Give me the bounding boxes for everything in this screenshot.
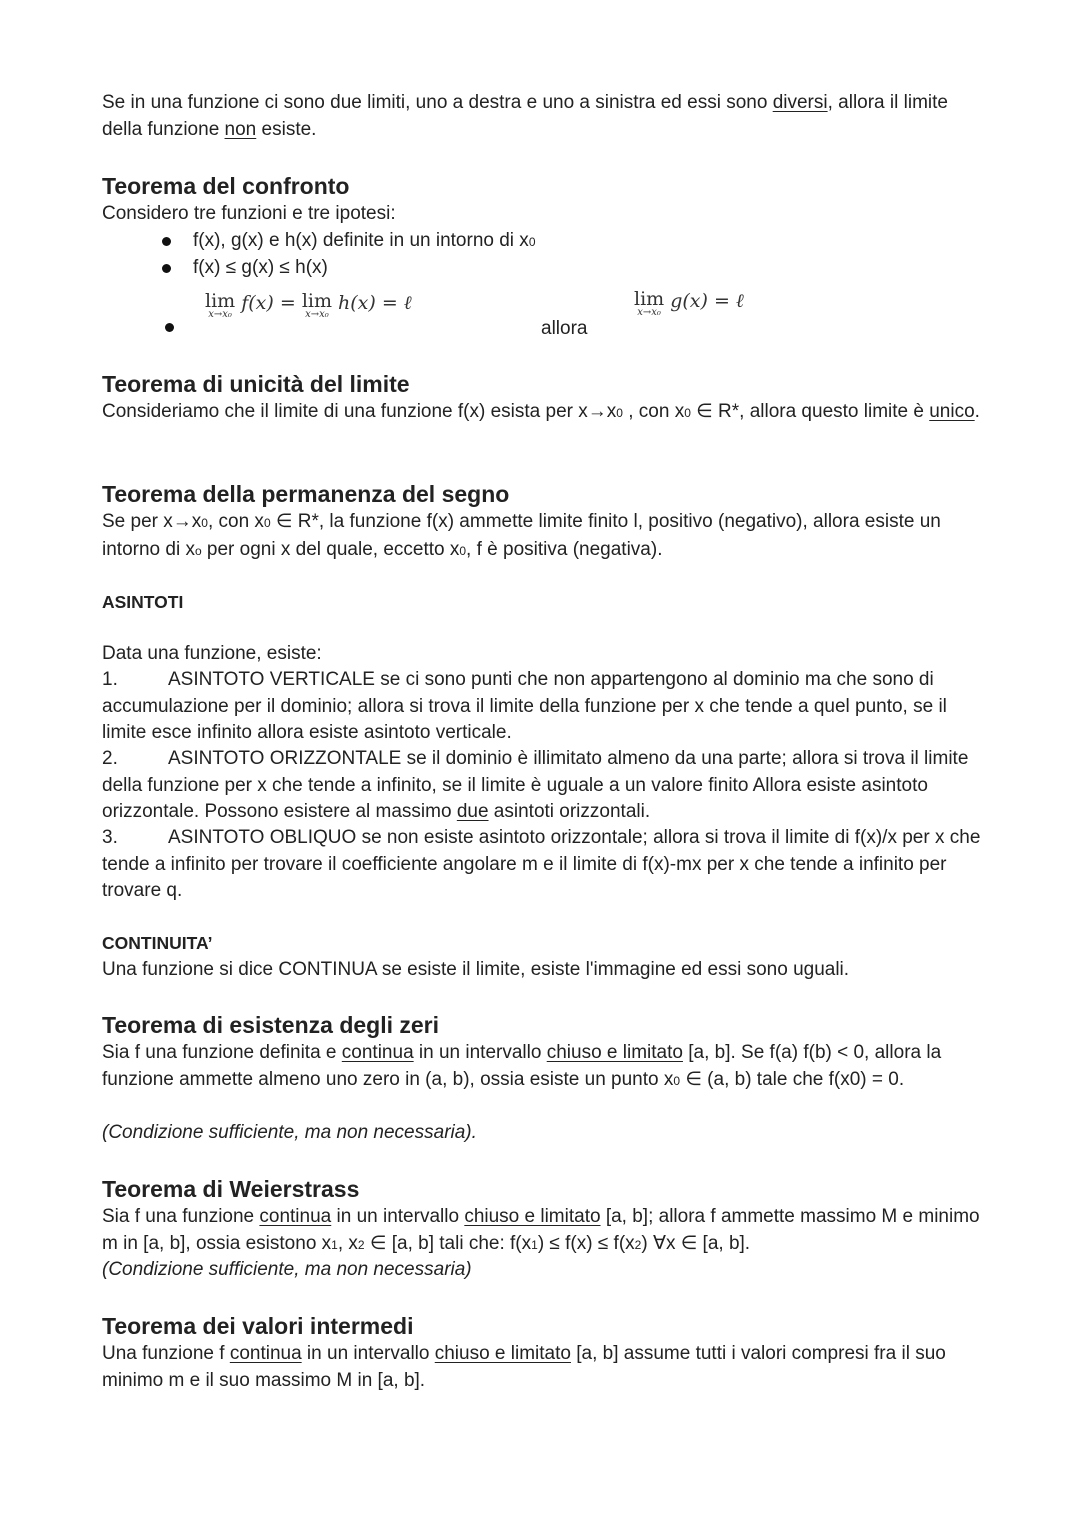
confronto-lead: Considero tre funzioni e tre ipotesi: [102, 203, 396, 224]
bullet-dot [162, 237, 171, 246]
intermedi-title: Teorema dei valori intermedi [102, 1313, 414, 1339]
zeri-paragraph: Sia f una funzione definita e continua in un intervallo chiuso e limitato [a, b]. Se f(a) f(b) < 0, allora la funzione ammette almeno uno zero in (a, b), ossia esiste un punto x0 ∈ (a, b) tale che f(x0) = 0. [102, 1042, 942, 1090]
weierstrass-note: (Condizione sufficiente, ma non necessaria) [102, 1259, 472, 1280]
asintoti-heading: ASINTOTI [102, 592, 184, 612]
intro-paragraph: Se in una funzione ci sono due limiti, uno a destra e uno a sinistra ed essi sono diversi, allora il limite della funzione non esiste. [102, 92, 948, 140]
continuita-heading: CONTINUITA’ [102, 933, 213, 953]
weierstrass-title: Teorema di Weierstrass [102, 1176, 360, 1202]
unicita-paragraph: Consideriamo che il limite di una funzione f(x) esista per x→x0 , con x0 ∈ R*, allora questo limite è unico. [102, 401, 980, 422]
continuita-paragraph: Una funzione si dice CONTINUA se esiste il limite, esiste l'immagine ed essi sono uguali. [102, 959, 850, 980]
list-item: f(x) ≤ g(x) ≤ h(x) [102, 255, 982, 282]
conclusion-formula: lim x→x₀ g(x) = ℓ [634, 288, 744, 318]
unicita-title: Teorema di unicità del limite [102, 371, 410, 397]
asintoti-item-1: 1. ASINTOTO VERTICALE se ci sono punti che non appartengono al dominio ma che sono di accumulazione per il dominio; allora si trova il limite della funzione per x che tende a quel punto, se il limite esce infinito allora esiste asintoto verticale. [102, 669, 947, 743]
intermedi-paragraph: Una funzione f continua in un intervallo chiuso e limitato [a, b] assume tutti i valori compresi fra il suo minimo m e il suo massimo M in [a, b]. [102, 1343, 946, 1391]
bullet-dot [165, 323, 174, 332]
permanenza-title: Teorema della permanenza del segno [102, 481, 510, 507]
hypothesis-formula: lim x→x₀ f(x) = lim x→x₀ h(x) = ℓ [205, 290, 412, 320]
asintoti-lead: Data una funzione, esiste: [102, 643, 322, 664]
weierstrass-paragraph: Sia f una funzione continua in un intervallo chiuso e limitato [a, b]; allora f ammette massimo M e minimo m in [a, b], ossia esistono x1, x2 ∈ [a, b] tali che: f(x1) ≤ f(x) ≤ f(x2) ∀x ∈ [a, b]. [102, 1206, 980, 1254]
confronto-bullets [102, 228, 982, 281]
zeri-title: Teorema di esistenza degli zeri [102, 1012, 440, 1038]
permanenza-paragraph: Se per x→x0, con x0 ∈ R*, la funzione f(x) ammette limite finito l, positivo (negativo), allora esiste un intorno di xo per ogni x del quale, eccetto x0, f è positiva (negativa). [102, 511, 941, 560]
list-item: f(x), g(x) e h(x) definite in un intorno di x0 [102, 228, 982, 255]
allora-label: allora [541, 318, 588, 339]
asintoti-item-2: 2. ASINTOTO ORIZZONTALE se il dominio è illimitato almeno da una parte; allora si trova il limite della funzione per x che tende a infinito, se il limite è uguale a un valore finito Allora esiste asintoto orizzontale. Possono esistere al massimo due asintoti orizzontali. [102, 748, 969, 822]
bullet-dot [162, 264, 171, 273]
zeri-note: (Condizione sufficiente, ma non necessaria). [102, 1122, 477, 1143]
asintoti-item-3: 3. ASINTOTO OBLIQUO se non esiste asintoto orizzontale; allora si trova il limite di f(x)/x per x che tende a infinito per trovare il coefficiente angolare m e il limite di f(x)-mx per x che tende a infinito per trovare q. [102, 827, 981, 901]
confronto-title: Teorema del confronto [102, 173, 350, 199]
